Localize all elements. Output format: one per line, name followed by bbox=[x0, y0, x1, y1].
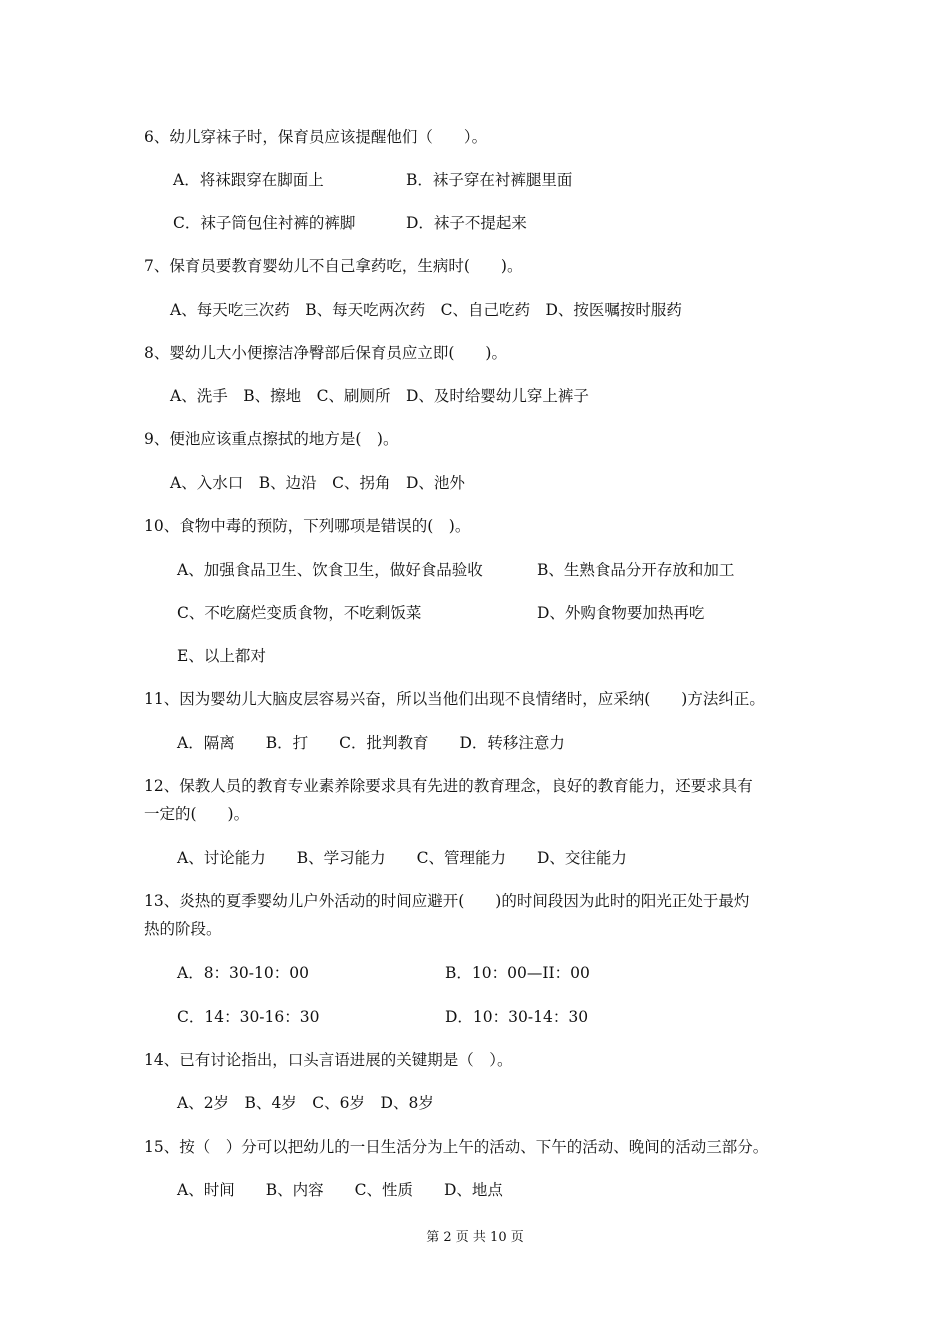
q10-option-d: D、外购食物要加热再吃 bbox=[537, 604, 705, 622]
q9-text: 9、便池应该重点擦拭的地方是( )。 bbox=[144, 430, 399, 448]
q7-text: 7、保育员要教育婴幼儿不自己拿药吃，生病时( )。 bbox=[144, 257, 523, 275]
page-footer: 第 2 页 共 10 页 bbox=[426, 1230, 524, 1245]
q7-options: A、每天吃三次药 B、每天吃两次药 C、自己吃药 D、按医嘱按时服药 bbox=[170, 301, 682, 319]
q10-option-b: B、生熟食品分开存放和加工 bbox=[537, 561, 735, 579]
q14-options: A、2岁 B、4岁 C、6岁 D、8岁 bbox=[177, 1094, 434, 1112]
q13-option-d: D．10：30-14：30 bbox=[445, 1008, 589, 1026]
q13-option-a: A．8：30-10：00 bbox=[177, 964, 309, 982]
q6-text: 6、幼儿穿袜子时，保育员应该提醒他们（ ）。 bbox=[144, 128, 488, 146]
q15-options: A、时间 B、内容 C、性质 D、地点 bbox=[177, 1181, 503, 1199]
q6-option-b: B．袜子穿在衬裤腿里面 bbox=[406, 171, 573, 189]
q10-text: 10、食物中毒的预防，下列哪项是错误的( )。 bbox=[144, 517, 471, 535]
q13-option-b: B．10：00—II：00 bbox=[445, 964, 590, 982]
q8-text: 8、婴幼儿大小便擦洁净臀部后保育员应立即( )。 bbox=[144, 344, 507, 362]
q12-text-line1: 12、保教人员的教育专业素养除要求具有先进的教育理念，良好的教育能力，还要求具有 bbox=[144, 777, 753, 795]
q11-options: A．隔离 B．打 C．批判教育 D．转移注意力 bbox=[177, 734, 565, 752]
q12-text-line2: 一定的( )。 bbox=[144, 805, 250, 823]
q10-option-e: E、以上都对 bbox=[177, 647, 266, 665]
q13-text-line1: 13、炎热的夏季婴幼儿户外活动的时间应避开( )的时间段因为此时的阳光正处于最灼 bbox=[144, 892, 750, 910]
q15-text: 15、按（ ）分可以把幼儿的一日生活分为上午的活动、下午的活动、晚间的活动三部分。 bbox=[144, 1138, 769, 1156]
q14-text: 14、已有讨论指出，口头言语进展的关键期是（ ）。 bbox=[144, 1051, 513, 1069]
q11-text: 11、因为婴幼儿大脑皮层容易兴奋，所以当他们出现不良情绪时，应采纳( )方法纠正。 bbox=[144, 690, 765, 708]
q6-option-d: D．袜子不提起来 bbox=[406, 214, 527, 232]
q6-option-a: A．将袜跟穿在脚面上 bbox=[173, 171, 324, 189]
q10-option-a: A、加强食品卫生、饮食卫生，做好食品验收 bbox=[177, 561, 483, 579]
q13-option-c: C．14：30-16：30 bbox=[177, 1008, 320, 1026]
q6-option-c: C．袜子筒包住衬裤的裤脚 bbox=[173, 214, 356, 232]
q10-option-c: C、不吃腐烂变质食物，不吃剩饭菜 bbox=[177, 604, 422, 622]
q13-text-line2: 热的阶段。 bbox=[144, 920, 222, 938]
q8-options: A、洗手 B、擦地 C、刷厕所 D、及时给婴幼儿穿上裤子 bbox=[170, 387, 589, 405]
q9-options: A、入水口 B、边沿 C、拐角 D、池外 bbox=[170, 474, 465, 492]
q12-options: A、讨论能力 B、学习能力 C、管理能力 D、交往能力 bbox=[177, 849, 627, 867]
